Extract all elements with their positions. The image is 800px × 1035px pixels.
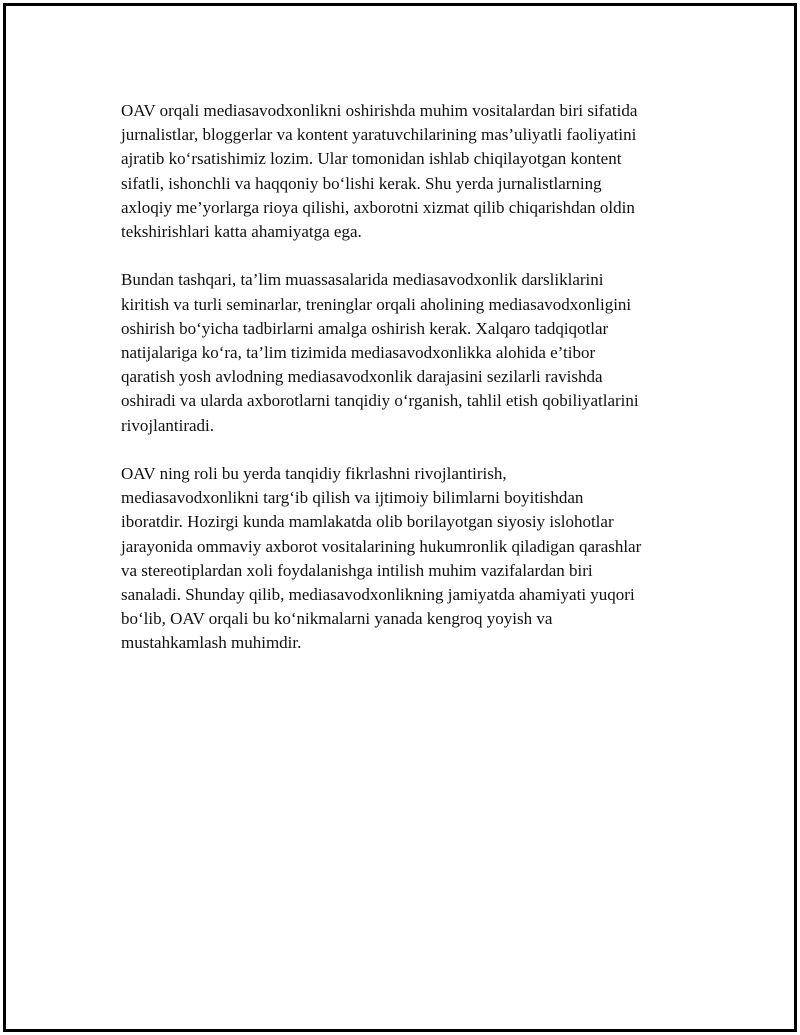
text-line: mustahkamlash muhimdir. [121,633,302,653]
text-line: oshiradi va ularda axborotlarni tanqidiy o‘rganish, tahlil etish qobiliyatlarini [121,391,639,411]
text-line: kiritish va turli seminarlar, treninglar orqali aholining mediasavodxonligini [121,294,632,314]
text-line: oshirish bo‘yicha tadbirlarni amalga oshirish kerak. Xalqaro tadqiqotlar [121,318,609,338]
paragraph-2 [121,268,711,437]
text-line: rivojlantiradi. [121,415,215,435]
text-line: jurnalistlar, bloggerlar va kontent yaratuvchilarining mas’uliyatli faoliyatini [121,125,637,145]
document-body [121,99,711,680]
text-line: bo‘lib, OAV orqali bu ko‘nikmalarni yanada kengroq yoyish va [121,609,553,629]
text-line: OAV ning roli bu yerda tanqidiy fikrlashni rivojlantirish, [121,464,507,484]
paragraph-3 [121,462,711,656]
text-line: tekshirishlari katta ahamiyatga ega. [121,222,362,242]
text-line: OAV orqali mediasavodxonlikni oshirishda muhim vositalardan biri sifatida [121,101,638,120]
text-line: sifatli, ishonchli va haqqoniy bo‘lishi kerak. Shu yerda jurnalistlarning [121,173,602,193]
text-line: mediasavodxonlikni targ‘ib qilish va ijtimoiy bilimlarni boyitishdan [121,488,584,508]
text-line: qaratish yosh avlodning mediasavodxonlik darajasini sezilarli ravishda [121,367,603,387]
text-line: jarayonida ommaviy axborot vositalarining hukumronlik qiladigan qarashlar [121,536,642,556]
text-line: Bundan tashqari, ta’lim muassasalarida mediasavodxonlik darsliklarini [121,270,604,290]
text-line: sanaladi. Shunday qilib, mediasavodxonlikning jamiyatda ahamiyati yuqori [121,585,635,605]
text-line: ajratib ko‘rsatishimiz lozim. Ular tomonidan ishlab chiqilayotgan kontent [121,149,622,169]
text-line: axloqiy me’yorlarga rioya qilishi, axborotni xizmat qilib chiqarishdan oldin [121,197,635,217]
text-line: iboratdir. Hozirgi kunda mamlakatda olib borilayotgan siyosiy islohotlar [121,512,614,532]
text-line: natijalariga ko‘ra, ta’lim tizimida mediasavodxonlikka alohida e’tibor [121,343,596,363]
paragraph-1 [121,99,711,244]
page-border [3,3,797,1032]
text-line: va stereotiplardan xoli foydalanishga intilish muhim vazifalardan biri [121,560,593,580]
